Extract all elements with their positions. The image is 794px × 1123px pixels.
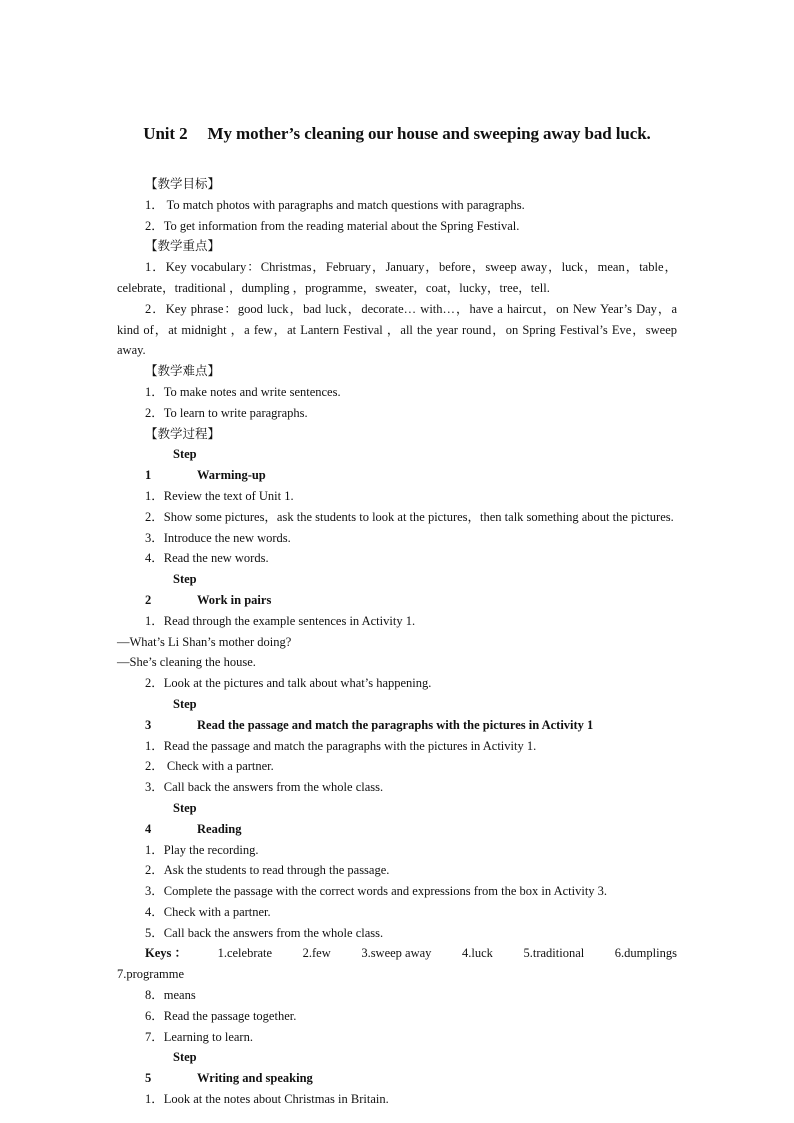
step-item: 2． Check with a partner.: [145, 759, 274, 774]
key-answer: 1.celebrate: [217, 946, 273, 961]
key-answer: 6.dumplings: [614, 946, 677, 961]
step-heading: [117, 444, 677, 486]
step-title: Writing and speaking: [197, 1071, 313, 1086]
step-title: Read the passage and match the paragraphs with the pictures in Activity 1: [197, 717, 594, 732]
goals-heading: 【教学目标】: [145, 177, 221, 191]
document-body: [117, 174, 677, 1110]
answer-keys: [117, 943, 677, 964]
unit-title: My mother’s cleaning our house and sweeping away bad luck.: [207, 124, 651, 143]
step-heading: [117, 694, 677, 736]
step-title: Work in pairs: [197, 592, 272, 607]
page-title: [0, 124, 794, 144]
step-item: 1．Review the text of Unit 1.: [145, 488, 294, 503]
step-item: 7．Learning to learn.: [145, 1029, 253, 1044]
key-answer: 4.luck: [462, 946, 493, 961]
key-answer: 2.few: [302, 946, 331, 961]
step-title: Reading: [197, 821, 242, 836]
key-answer: 3.sweep away: [361, 946, 432, 961]
key-phrase: 2．Key phrase：good luck，bad luck，decorate… with…，have a haircut，on New Year’s Day，a kind of，at midnight ，a few，at Lantern Festival ，all the year round，on Spring Festival’s Eve，sweep away.: [117, 301, 677, 358]
step-item: 3．Call back the answers from the whole class.: [145, 780, 384, 795]
step-item: 8．means: [145, 988, 196, 1003]
unit-label: Unit 2: [143, 124, 188, 143]
step-item: 5．Call back the answers from the whole class.: [145, 925, 384, 940]
step-item: 1．Read through the example sentences in Activity 1.: [145, 613, 416, 628]
dialogue-line: —What’s Li Shan’s mother doing?: [117, 634, 292, 649]
step-label: Step 5: [145, 1050, 197, 1086]
step-item: 3．Introduce the new words.: [145, 530, 291, 545]
step-item: 2．Look at the pictures and talk about what’s happening.: [145, 676, 432, 691]
step-item: 6．Read the passage together.: [145, 1008, 297, 1023]
difficulties-heading: 【教学难点】: [145, 364, 221, 379]
process-heading: 【教学过程】: [145, 426, 221, 441]
step-heading: [117, 1047, 677, 1089]
key-vocabulary: 1．Key vocabulary：Christmas，February，January，before，sweep away，luck，mean，table，celebrate，traditional ，dumpling ，programme，sweater，coat，lucky，tree，tell.: [117, 260, 677, 295]
step-label: Step 2: [145, 572, 197, 607]
key-answer: 7.programme: [117, 967, 184, 982]
difficulty-item: 1．To make notes and write sentences.: [145, 384, 341, 399]
dialogue-line: —She’s cleaning the house.: [117, 655, 256, 670]
step-heading: [117, 798, 677, 840]
step-item: 4．Check with a partner.: [145, 904, 271, 919]
key-points-heading: 【教学重点】: [145, 239, 221, 254]
step-label: Step 1: [145, 447, 197, 483]
difficulty-item: 2．To learn to write paragraphs.: [145, 405, 308, 420]
step-heading: [117, 569, 677, 611]
step-label: Step 3: [145, 696, 197, 732]
step-item: 1．Play the recording.: [145, 842, 259, 857]
step-item: 2．Ask the students to read through the passage.: [145, 863, 390, 878]
goal-item: 2．To get information from the reading material about the Spring Festival.: [145, 218, 520, 233]
keys-label: Keys ：: [145, 946, 188, 961]
step-item: 2．Show some pictures，ask the students to look at the pictures，then talk something about the pictures.: [145, 509, 674, 524]
goal-item: 1． To match photos with paragraphs and match questions with paragraphs.: [145, 197, 525, 212]
step-item: 4．Read the new words.: [145, 551, 269, 566]
step-item: 3．Complete the passage with the correct words and expressions from the box in Activity 3.: [145, 884, 608, 899]
step-item: 1．Read the passage and match the paragraphs with the pictures in Activity 1.: [145, 738, 537, 753]
key-answer: 5.traditional: [523, 946, 585, 961]
step-label: Step 4: [145, 800, 197, 836]
step-item: 1．Look at the notes about Christmas in Britain.: [145, 1092, 389, 1107]
step-title: Warming-up: [197, 468, 266, 483]
